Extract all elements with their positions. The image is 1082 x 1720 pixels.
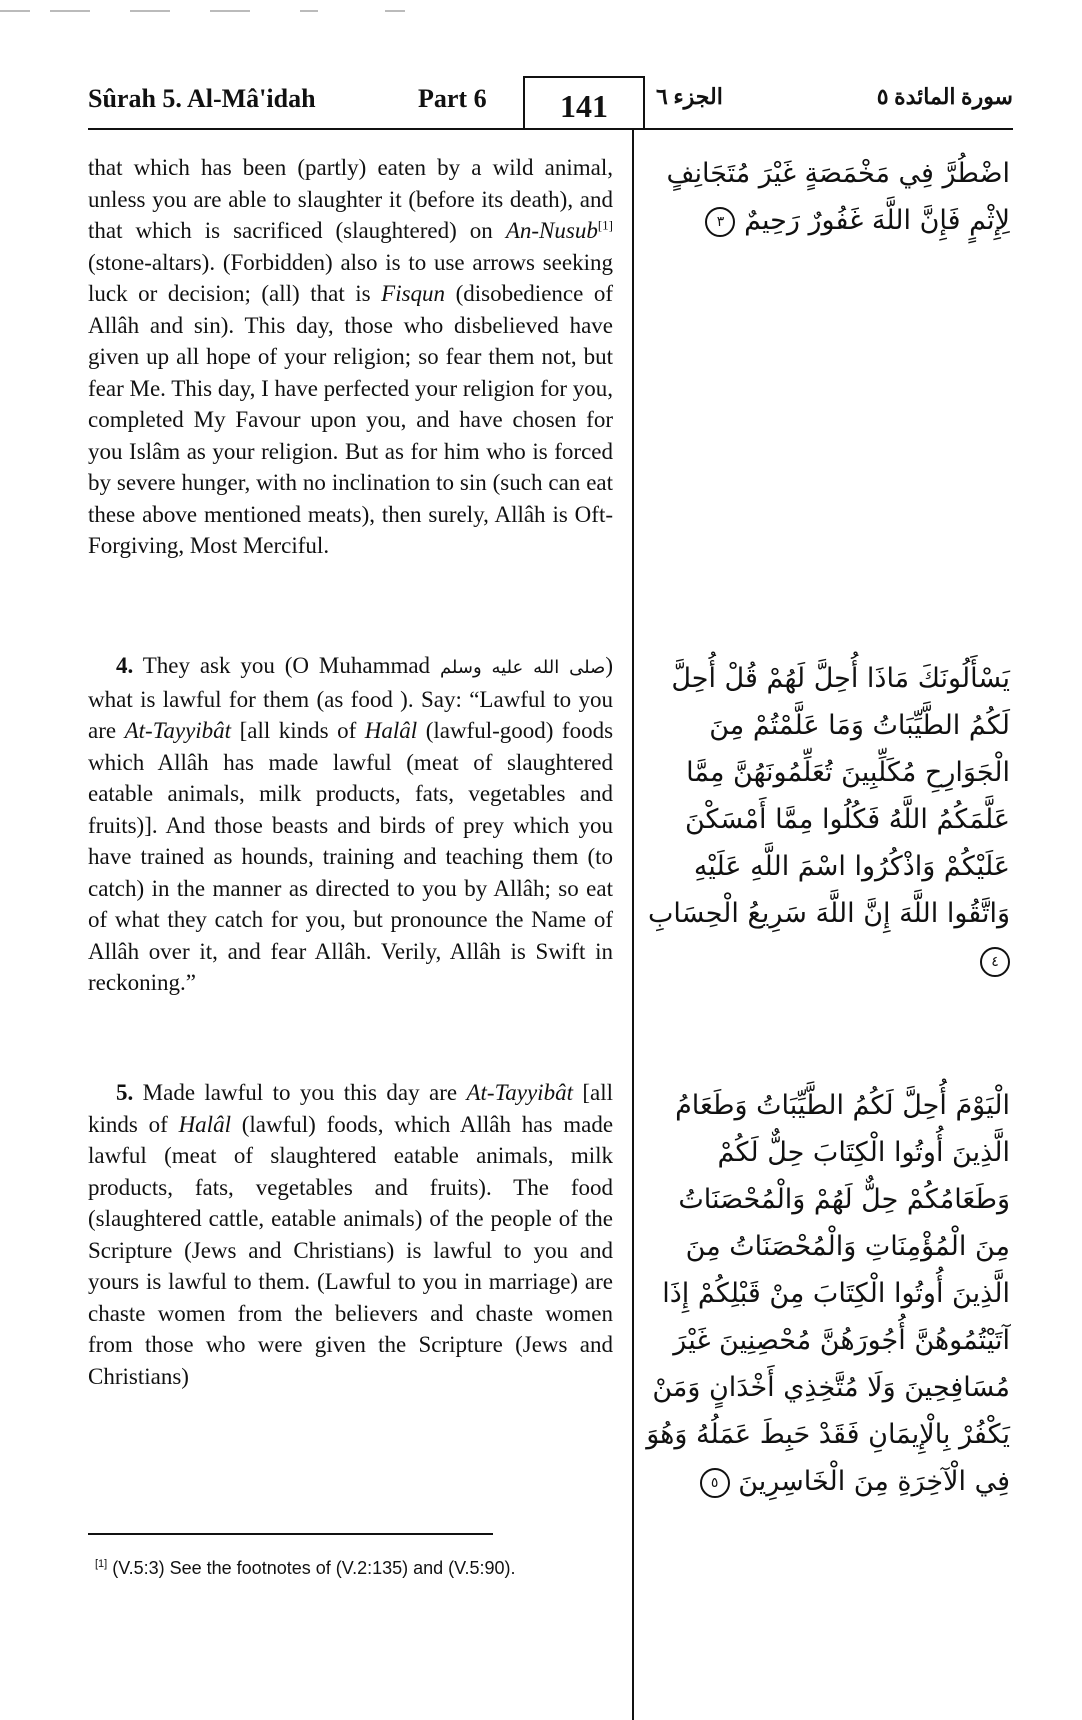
english-verse-4: 4. They ask you (O Muhammad صلى الله عليه وسلم) what is lawful for them (as food ). Say: “Lawful to you are At-Tayyibât [all kinds of Halâl (lawful-good) foods which Allâh has made lawful (meat of slaughtered eatable animals, milk products, fats, vegetables and fruits)]. And those beasts and birds of prey which you have trained as hounds, training and teaching them (to catch) in the manner as directed to you by Allâh; so eat of what they catch for you, but pronounce the Name of Allâh over it, and fear Allâh. Verily, Allâh is Swift in reckoning.” [88, 653, 614, 995]
footnote-text: (V.5:3) See the footnotes of (V.2:135) and (V.5:90). [112, 1558, 516, 1578]
term-fisqun: Fisqun [381, 281, 446, 306]
footnote-number: [1] [95, 1558, 108, 1570]
arabic-block-1: اضْطُرَّ فِي مَخْمَصَةٍ غَيْرَ مُتَجَانِفٍ لِإِثْمٍ فَإِنَّ اللَّهَ غَفُورٌ رَحِيمٌ ٣ [666, 158, 1010, 236]
column-divider [632, 130, 634, 1720]
page-header [88, 70, 1013, 132]
surah-title-arabic: سورة المائدة ٥ [876, 84, 1013, 109]
footnote [95, 1558, 516, 1579]
english-verse-5: 5. Made lawful to you this day are At-Tayyibât [all kinds of Halâl (lawful) foods, which Allâh has made lawful (meat of slaughtered eatable animals, milk products, fats, vegetables and fruits). The food (slaughtered cattle, eatable animals) of the people of the Scripture (Jews and Christians) is lawful to you and yours is lawful to them. (Lawful to you in marriage) are chaste women from the believers and chaste women from those who were given the Scripture (Jews and Christians) [88, 1080, 614, 1389]
verse-number-5: 5. [116, 1080, 134, 1105]
footnote-marker: [1] [597, 217, 613, 233]
part-label: Part 6 [418, 84, 487, 113]
verse-number-4: 4. [116, 653, 134, 678]
arabic-block-2: يَسْأَلُونَكَ مَاذَا أُحِلَّ لَهُمْ قُلْ أُحِلَّ لَكُمُ الطَّيِّبَاتُ وَمَا عَلَّمْتُمْ مِنَ الْجَوَارِحِ مُكَلِّبِينَ تُعَلِّمُونَهُنَّ مِمَّا عَلَّمَكُمُ اللَّهُ فَكُلُوا مِمَّا أَمْسَكْنَ عَلَيْكُمْ وَاذْكُرُوا اسْمَ اللَّهِ عَلَيْهِ وَاتَّقُوا اللَّهَ إِنَّ اللَّهَ سَرِيعُ الْحِسَابِ ٤ [640, 655, 1010, 984]
english-block-1: that which has been (partly) eaten by a wild animal, unless you are able to slaughter it (before its death), and that which is sacrificed (slaughtered) on An-Nusub[1] (stone-altars). (Forbidden) also is to use arrows seeking luck or decision; (all) that is Fisqun (disobedience of Allâh and sin). This day, those who disbelieved have given up all hope of your religion; so fear them not, but fear Me. This day, I have perfected your religion for you, completed My Favour upon you, and have chosen for you Islâm as your religion. But as for him who is forced by severe hunger, with no inclination to sin (such can eat these above mentioned meats), then surely, Allâh is Oft-Forgiving, Most Merciful. [88, 155, 614, 558]
footnote-rule [88, 1533, 493, 1535]
term-nusub: An-Nusub [505, 218, 598, 243]
juz-arabic: الجزء ٦ [656, 84, 723, 109]
scan-artifact [0, 10, 420, 14]
header-rule [88, 128, 1013, 130]
salawat: صلى الله عليه وسلم [439, 657, 606, 678]
ayah-marker-3: ٣ [705, 207, 735, 237]
surah-title: Sûrah 5. Al-Mâ'idah [88, 84, 316, 113]
arabic-block-3: الْيَوْمَ أُحِلَّ لَكُمُ الطَّيِّبَاتُ وَطَعَامُ الَّذِينَ أُوتُوا الْكِتَابَ حِلٌّ لَكُمْ وَطَعَامُكُمْ حِلٌّ لَهُمْ وَالْمُحْصَنَاتُ مِنَ الْمُؤْمِنَاتِ وَالْمُحْصَنَاتُ مِنَ الَّذِينَ أُوتُوا الْكِتَابَ مِنْ قَبْلِكُمْ إِذَا آتَيْتُمُوهُنَّ أُجُورَهُنَّ مُحْصِنِينَ غَيْرَ مُسَافِحِينَ وَلَا مُتَّخِذِي أَخْدَانٍ وَمَنْ يَكْفُرْ بِالْإِيمَانِ فَقَدْ حَبِطَ عَمَلُهُ وَهُوَ فِي الْآخِرَةِ مِنَ الْخَاسِرِينَ ٥ [646, 1090, 1010, 1497]
ayah-marker-5: ٥ [700, 1468, 730, 1498]
ayah-marker-4: ٤ [980, 947, 1010, 977]
page-number: 141 [523, 76, 645, 130]
